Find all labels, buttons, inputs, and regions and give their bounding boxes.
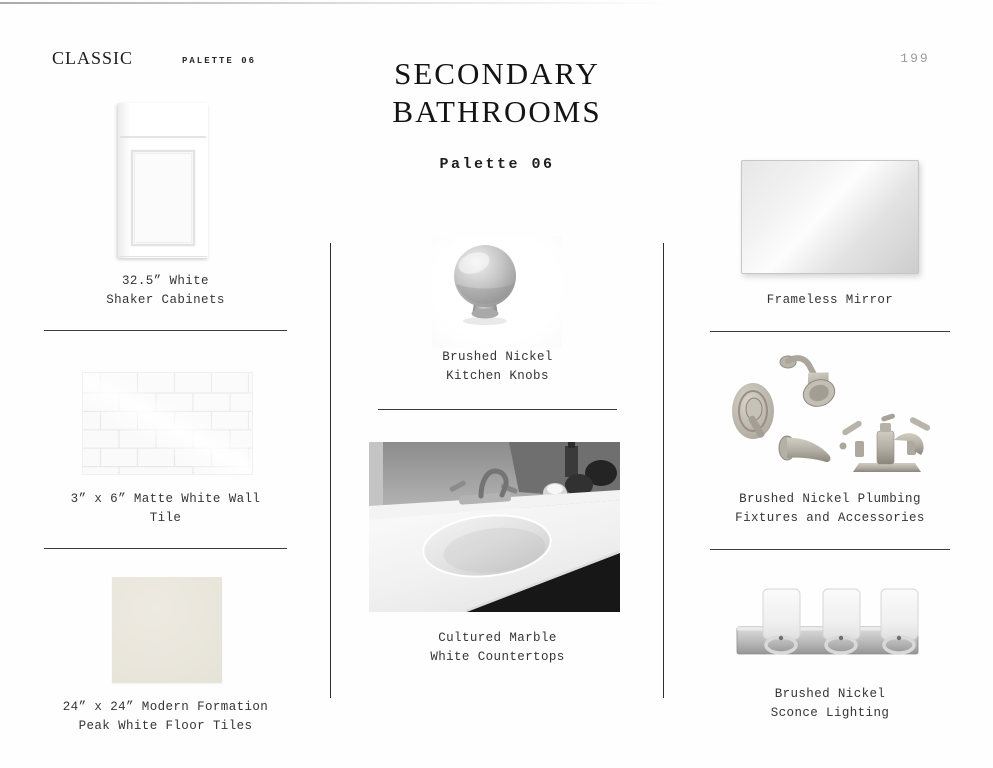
left-section-divider-2 (44, 548, 287, 549)
knob-caption-line2: Kitchen Knobs (446, 369, 549, 383)
plumbing-caption-line1: Brushed Nickel Plumbing (739, 492, 921, 506)
page-number: 199 (900, 51, 930, 66)
sconce-caption-line2: Sconce Lighting (770, 706, 890, 720)
wall-tile-caption-line2: Tile (149, 511, 182, 525)
cabinet-caption (44, 272, 287, 310)
floor-tile-caption-line2: Peak White Floor Tiles (78, 719, 253, 733)
shaker-cabinet-image (118, 103, 208, 258)
brand-wordmark: CLASSIC (52, 48, 134, 68)
center-section-divider (378, 409, 617, 410)
page-title-line1: SECONDARY (394, 56, 600, 91)
floor-tile-image (112, 577, 222, 683)
knob-caption (378, 348, 617, 386)
marble-countertop-graphic (369, 442, 620, 612)
right-section-divider-2 (710, 549, 950, 550)
brushed-nickel-knob-graphic (432, 236, 562, 348)
column-divider-right (663, 243, 664, 698)
sconce-caption (710, 685, 950, 723)
page-edge-artifact (0, 2, 672, 4)
wall-tile-caption (44, 490, 287, 528)
wall-tile-caption-line1: 3” x 6” Matte White Wall (70, 492, 261, 506)
sconce-caption-line1: Brushed Nickel (774, 687, 886, 701)
plumbing-caption-line2: Fixtures and Accessories (735, 511, 925, 525)
countertop-caption-line1: Cultured Marble (438, 631, 557, 645)
plumbing-fixtures-graphic (725, 345, 935, 475)
knob-caption-line1: Brushed Nickel (442, 350, 553, 364)
sink-faucet-icon (841, 413, 931, 472)
sconce-light-image (735, 583, 920, 668)
page-title (330, 55, 664, 131)
cabinet-caption-line1: 32.5” White (122, 274, 209, 288)
countertop-photo (369, 442, 620, 612)
left-section-divider-1 (44, 330, 287, 331)
page-title-line2: BATHROOMS (392, 94, 602, 129)
white-shaker-cabinet-graphic (118, 103, 208, 258)
cabinet-caption-line2: Shaker Cabinets (106, 293, 225, 307)
mirror-image (741, 160, 919, 274)
mirror-caption (710, 291, 950, 310)
small-knob-dot (840, 443, 847, 450)
tub-spout-icon (779, 436, 830, 462)
floor-tile-caption (24, 698, 307, 736)
subway-tile-image (82, 372, 253, 475)
column-divider-left (330, 243, 331, 698)
sconce-shades (763, 589, 918, 639)
three-light-sconce-graphic (735, 583, 920, 668)
plumbing-caption (705, 490, 955, 528)
palette-number-label: PALETTE 06 (182, 56, 257, 66)
plumbing-fixtures-image (725, 345, 935, 475)
floor-tile-caption-line1: 24” x 24” Modern Formation (62, 700, 269, 714)
countertop-caption (378, 629, 617, 667)
shower-head-icon (780, 356, 838, 411)
mirror-caption-line1: Frameless Mirror (766, 293, 894, 307)
countertop-caption-line2: White Countertops (430, 650, 565, 664)
right-section-divider-1 (710, 331, 950, 332)
white-subway-tile-graphic (82, 372, 253, 475)
shower-valve-icon (732, 383, 774, 439)
cabinet-knob-image (432, 236, 562, 348)
page-subtitle: Palette 06 (439, 156, 555, 173)
